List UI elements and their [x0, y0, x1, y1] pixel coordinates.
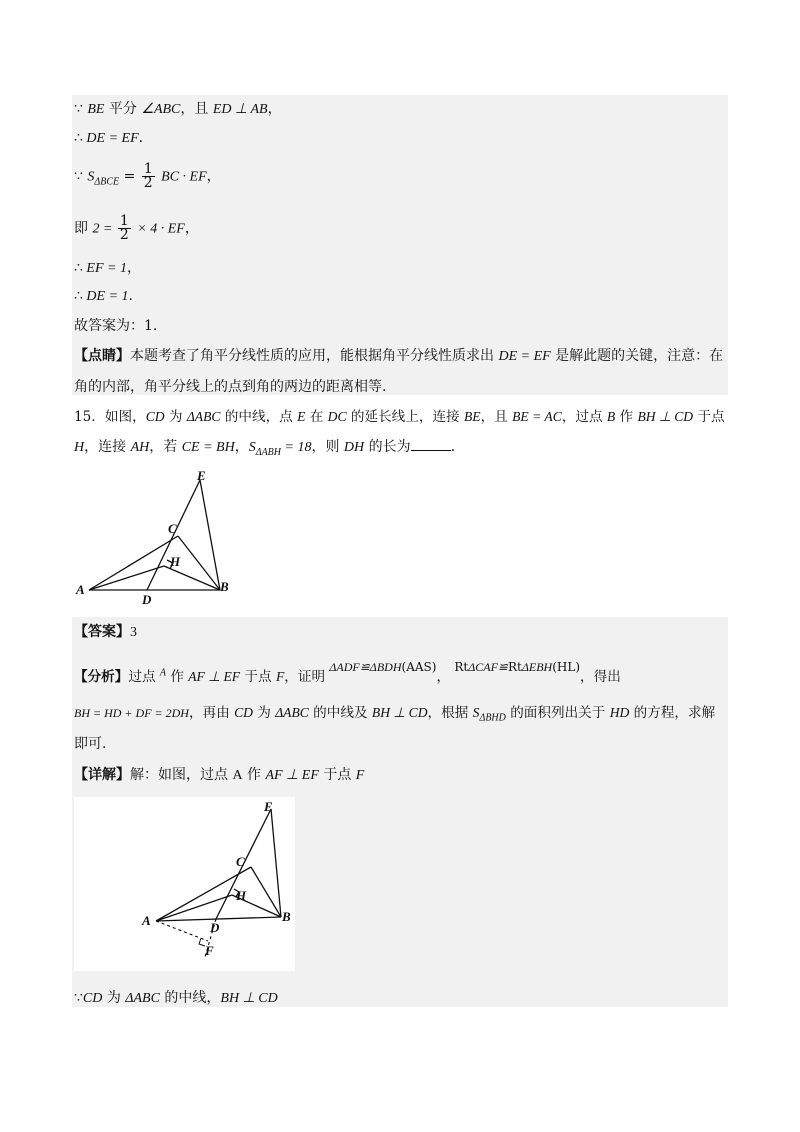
label-F: F [205, 943, 214, 958]
analysis-line-1: 【分析】过点 $^A$ 作 AF ⊥ EF 于点 F，证明 ΔADF≌ΔBDH(AAS)， RtΔCAF≌RtΔEBH(HL)，得出 [74, 660, 621, 685]
label-H: H [170, 554, 181, 569]
comment-line-1: 【点睛】本题考查了角平分线性质的应用，能根据角平分线性质求出 DE = EF 是解此题的关键，注意：在 [74, 348, 724, 364]
triangle-figure-2 [74, 797, 295, 971]
congruence-2: RtΔCAF≌RtΔEBH(HL) [454, 660, 581, 674]
answer-blank [411, 438, 451, 451]
answer-section: 【答案】3 [74, 624, 137, 640]
proof-line-4: 即 2 = $\frac{1}{2}$ × 4 · EF， [74, 213, 199, 243]
label-E: E [264, 799, 273, 814]
label-H: H [236, 888, 247, 903]
proof-line-3: ∵ $S_{\Delta BCE}$ = $\frac{1}{2}$ BC · EF， [74, 161, 221, 191]
detail-line: 【详解】解：如图，过点 A 作 AF ⊥ EF 于点 F [74, 767, 365, 783]
analysis-line-2: BH = HD + DF = 2DH，再由 CD 为 ΔABC 的中线及 BH ⊥ CD，根据 $S_{\Delta BHD}$ 的面积列出关于 HD 的方程，求解 [74, 705, 716, 724]
label-B: B [220, 579, 229, 594]
proof-line-5: ∴ EF = 1， [74, 260, 141, 276]
label-C: C [168, 521, 177, 536]
question-15-line-1: 15．如图，CD 为 ΔABC 的中线，点 E 在 DC 的延长线上，连接 BE，且 BE = AC，过点 B 作 BH ⊥ CD 于点 [74, 409, 725, 425]
label-E: E [197, 468, 206, 483]
proof-line-1: ∵ BE 平分 ∠ABC，且 ED ⊥ AB， [74, 101, 282, 117]
label-A: A [76, 582, 85, 597]
comment-line-2: 角的内部，角平分线上的点到角的两边的距离相等. [74, 379, 387, 395]
analysis-line-3: 即可. [74, 736, 107, 752]
proof-line-6: ∴ DE = 1. [74, 288, 133, 304]
congruence-1: ΔADF≌ΔBDH(AAS) [329, 660, 437, 674]
triangle-figure-2-frame [74, 797, 295, 971]
label-C: C [236, 854, 245, 869]
label-D: D [210, 920, 220, 935]
answer-line: 故答案为：1. [74, 318, 158, 334]
label-A: A [142, 913, 151, 928]
label-B: B [282, 909, 291, 924]
fraction-half: $\frac{1}{2}$ [143, 161, 153, 191]
fraction-half: $\frac{1}{2}$ [119, 213, 129, 243]
label-D: D [142, 592, 152, 607]
triangle-figure-1 [74, 468, 244, 608]
proof-line-2: ∴ DE = EF. [74, 130, 144, 146]
last-line: ∵CD 为 ΔABC 的中线，BH ⊥ CD [74, 990, 278, 1006]
question-15-line-2: H，连接 AH，若 CE = BH，$S_{\Delta ABH} = 18$，则 DH 的长为 . [74, 439, 456, 458]
